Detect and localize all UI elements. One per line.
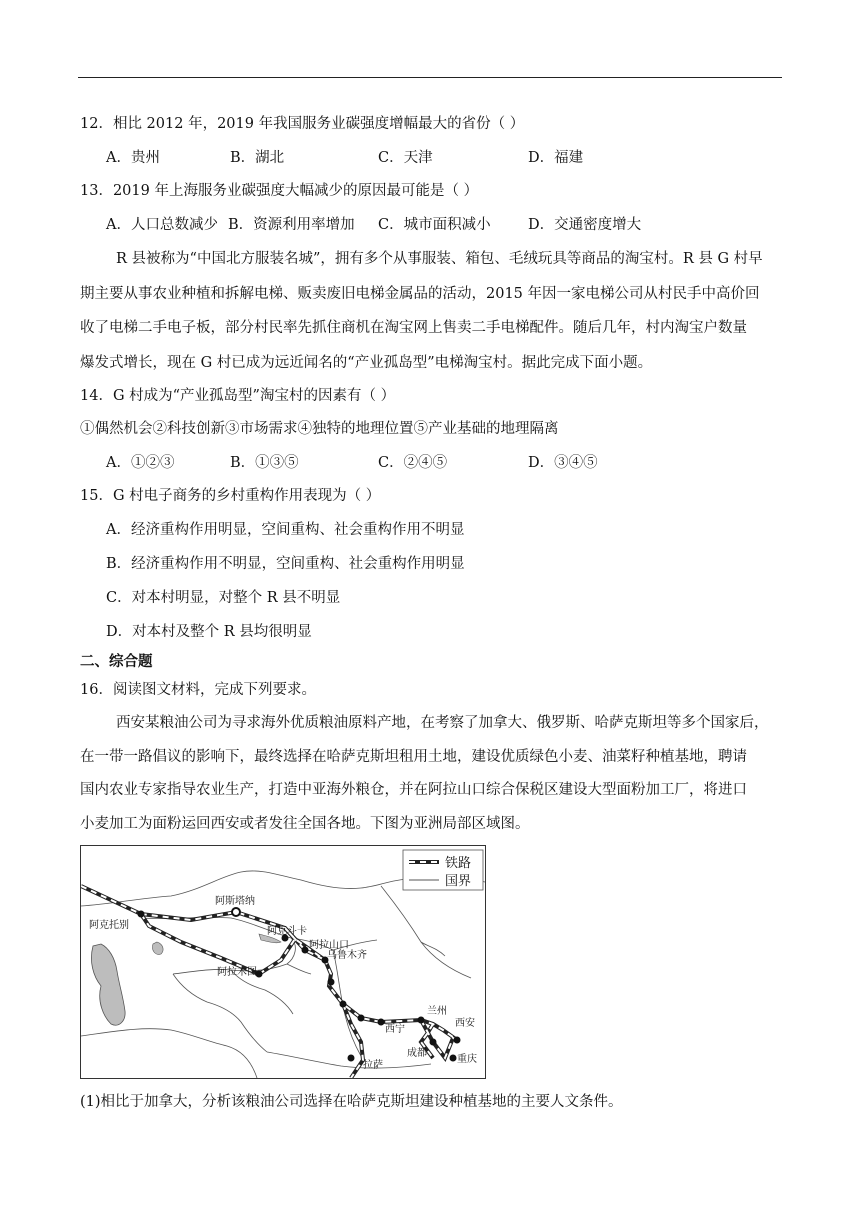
label-almaty: 阿拉木图 (217, 967, 257, 978)
astana-marker (232, 908, 240, 916)
lhasa-marker (348, 1055, 355, 1062)
q14-option-c: C．②④⑤ (378, 455, 448, 471)
q16-passage-line-4: 小麦加工为面粉运回西安或者发往全国各地。下图为亚洲局部区域图。 (80, 816, 530, 832)
q14-items: ①偶然机会②科技创新③市场需求④独特的地理位置⑤产业基础的地理隔离 (80, 421, 559, 437)
label-chongqing: 重庆 (457, 1054, 477, 1065)
xining-marker (378, 1019, 385, 1026)
q16-sub-question-1: (1)相比于加拿大，分析该粮油公司选择在哈萨克斯坦建设种植基地的主要人文条件。 (80, 1094, 623, 1110)
q13-stem: 13．2019 年上海服务业碳强度大幅减少的原因最可能是（ ） (80, 183, 479, 199)
railways (81, 886, 457, 1078)
label-xining: 西宁 (385, 1024, 405, 1035)
q15-option-b: B．经济重构作用不明显，空间重构、社会重构作用明显 (106, 556, 465, 572)
label-chengdu: 成都 (407, 1048, 427, 1059)
q16-stem: 16．阅读图文材料，完成下列要求。 (80, 682, 316, 698)
legend-border-label: 国界 (445, 874, 472, 889)
q15-option-d: D．对本村及整个 R 县均很明显 (106, 624, 312, 640)
label-lhasa: 拉萨 (363, 1060, 383, 1071)
passage1-line-4: 爆发式增长，现在 G 村已成为远近闻名的“产业孤岛型”电梯淘宝村。据此完成下面小题。 (80, 355, 653, 371)
q14-option-d: D．③④⑤ (528, 455, 598, 471)
label-xian: 西安 (455, 1018, 475, 1029)
legend-railway-label: 铁路 (445, 856, 472, 871)
alashankou-marker (302, 947, 309, 954)
aral-sea (152, 942, 163, 954)
q15-stem: 15．G 村电子商务的乡村重构作用表现为（ ） (80, 488, 381, 504)
passage1-line-2: 期主要从事农业种植和拆解电梯、贩卖废旧电梯金属品的活动，2015 年因一家电梯公司从村民手中高价回 (80, 286, 760, 302)
q12-option-c: C．天津 (378, 150, 433, 166)
railway-node-marker-3 (340, 1001, 347, 1008)
lanzhou-marker (418, 1017, 425, 1024)
label-aktogay: 阿克斗卡 (267, 926, 307, 937)
label-urumqi: 乌鲁木齐 (327, 950, 367, 961)
q13-option-a: A．人口总数减少 (106, 217, 218, 233)
q16-passage-line-1: 西安某粮油公司为寻求海外优质粮油原料产地，在考察了加拿大、俄罗斯、哈萨克斯坦等多个国家后， (116, 715, 769, 731)
chengdu-marker (430, 1039, 437, 1046)
railway-node-marker-2 (358, 1015, 365, 1022)
q14-option-a: A．①②③ (106, 455, 175, 471)
label-lanzhou: 兰州 (427, 1006, 447, 1017)
railway-node-marker (328, 979, 335, 986)
q13-option-d: D．交通密度增大 (528, 217, 642, 233)
header-rule (78, 77, 782, 78)
section-heading: 二、综合题 (80, 653, 153, 670)
q13-option-b: B．资源利用率增加 (228, 217, 355, 233)
q14-stem: 14．G 村成为“产业孤岛型”淘宝村的因素有（ ） (80, 388, 396, 404)
q13-option-c: C．城市面积减小 (378, 217, 491, 233)
q16-passage-line-2: 在一带一路倡议的影响下，最终选择在哈萨克斯坦租用土地，建设优质绿色小麦、油菜籽种植基地，聘请 (80, 749, 747, 765)
chongqing-marker (450, 1055, 457, 1062)
q14-option-b: B．①③⑤ (230, 455, 299, 471)
map-legend (403, 850, 483, 890)
caspian-sea (91, 944, 125, 1025)
q12-option-a: A．贵州 (106, 150, 160, 166)
label-aktobe: 阿克托别 (89, 920, 129, 931)
map-svg (81, 846, 485, 1078)
q12-option-d: D．福建 (528, 150, 584, 166)
label-astana: 阿斯塔纳 (215, 896, 255, 907)
q15-option-c: C．对本村明显，对整个 R 县不明显 (106, 590, 341, 606)
asia-region-map (80, 845, 486, 1079)
q16-passage-line-3: 国内农业专家指导农业生产，打造中亚海外粮仓，并在阿拉山口综合保税区建设大型面粉加工厂，将进口 (80, 782, 747, 798)
passage1-line-3: 收了电梯二手电子板，部分村民率先抓住商机在淘宝网上售卖二手电梯配件。随后几年，村内淘宝户数量 (80, 320, 747, 336)
q12-stem: 12．相比 2012 年，2019 年我国服务业碳强度增幅最大的省份（ ） (80, 116, 525, 132)
passage1-line-1: R 县被称为“中国北方服装名城”，拥有多个从事服装、箱包、毛绒玩具等商品的淘宝村。R 县 G 村早 (116, 251, 763, 267)
aktobe-marker (138, 911, 145, 918)
label-alashankou: 阿拉山口 (309, 940, 349, 951)
q15-option-a: A．经济重构作用明显，空间重构、社会重构作用不明显 (106, 522, 465, 538)
xian-marker (454, 1037, 461, 1044)
q12-option-b: B．湖北 (230, 150, 285, 166)
